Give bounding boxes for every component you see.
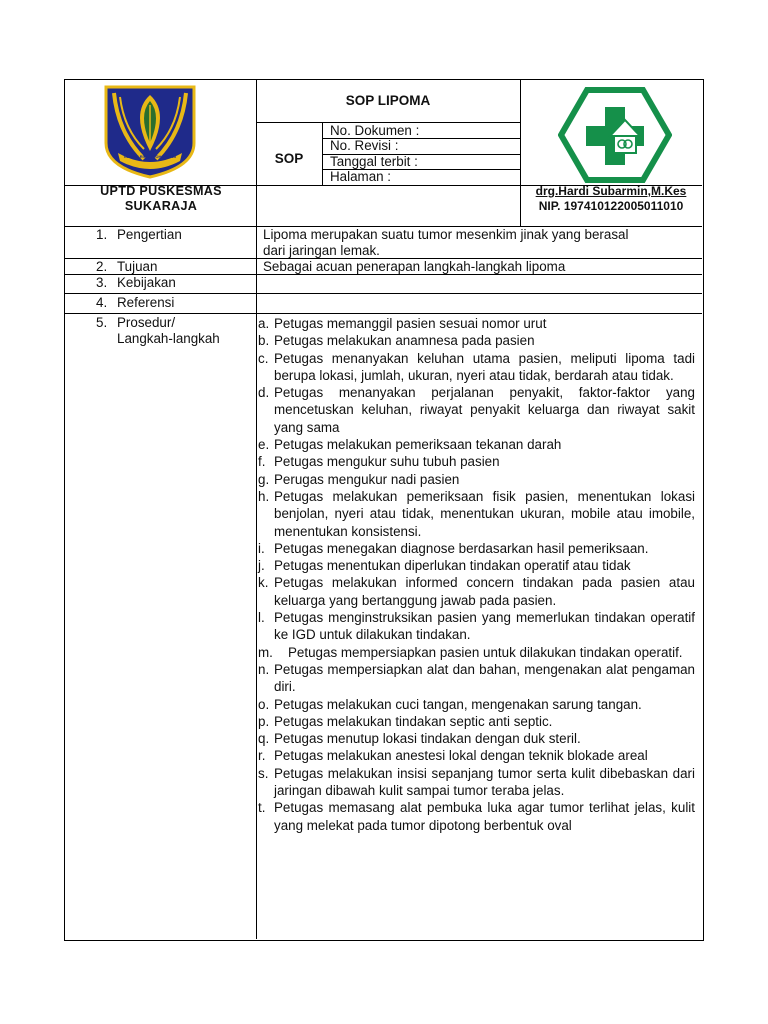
signatory-nip: NIP. 197410122005011010 [538, 199, 684, 213]
procedure-step: r. Petugas melakukan anestesi lokal dengan teknik blokade areal [258, 748, 648, 764]
procedure-step: p. Petugas melakukan tindakan septic anti septic. [258, 713, 553, 729]
divider [256, 226, 257, 939]
emblem-motto: GEMAH RIPAH LOH JINAWI [123, 154, 177, 159]
procedure-step: o. Petugas melakukan cuci tangan, mengenakan sarung tangan. [258, 696, 642, 712]
section-label-referensi: Referensi [117, 295, 175, 310]
section-number: 2. [96, 259, 108, 274]
purpose-text: Sebagai acuan penerapan langkah-langkah lipoma [263, 259, 566, 274]
section-label-pengertian: Pengertian [117, 227, 182, 242]
procedure-step: e. Petugas melakukan pemeriksaan tekanan darah [258, 437, 562, 453]
signatory-block [520, 184, 702, 214]
procedure-step: s. Petugas melakukan insisi sepanjang tumor serta kulit dibebaskan dari jaringan dibawah kulit sampai tumor teraba jelas. [258, 765, 695, 799]
section-number: 3. [96, 275, 108, 290]
procedure-step: q. Petugas menutup lokasi tindakan dengan duk steril. [258, 731, 581, 747]
procedure-step: c. Petugas menanyakan keluhan utama pasien, meliputi lipoma tadi berupa lokasi, jumlah, ukuran, nyeri atau tidak, berdarah atau tidak. [258, 350, 695, 383]
procedure-step: b. Petugas melakukan anamnesa pada pasien [258, 333, 535, 349]
procedure-step: f. Petugas mengukur suhu tubuh pasien [258, 454, 500, 470]
procedure-step: d. Petugas menanyakan perjalanan penyakit, faktor-faktor yang mencetuskan keluhan, riwayat penyakit keluarga dan riwayat sakit yang sama [258, 385, 695, 435]
procedure-step: g. Perugas mengukur nadi pasien [258, 471, 460, 487]
organization-name-line2: SUKARAJA [124, 199, 198, 213]
definition-text: Lipoma merupakan suatu tumor mesenkim jinak yang berasal [263, 227, 629, 242]
regional-emblem-icon [104, 85, 196, 179]
organization-name-line1: UPTD PUSKESMAS [100, 184, 222, 198]
procedure-step: h. Petugas melakukan pemeriksaan fisik pasien, menentukan lokasi benjolan, nyeri atau tidak, menentukan ukuran, mobile atau imobile, menentukan konsistensi. [258, 488, 695, 539]
issue-date-field: Tanggal terbit : [330, 154, 418, 169]
document-title: SOP LIPOMA [345, 93, 431, 108]
procedure-step: k. Petugas melakukan informed concern tindakan pada pasien atau keluarga yang bertanggung jawab pada pasien. [258, 575, 695, 608]
signatory-name: drg.Hardi Subarmin,M.Kes [535, 184, 687, 198]
organization-name [66, 184, 256, 214]
page-number-field: Halaman : [330, 169, 392, 184]
section-number: 5. [96, 315, 108, 330]
procedure-step: t. Petugas memasang alat pembuka luka agar tumor terlihat jelas, kulit yang melekat pada tumor dipotong berbentuk oval [258, 800, 695, 833]
document-number-field: No. Dokumen : [330, 123, 420, 138]
definition-text: dari jaringan lemak. [263, 243, 380, 258]
procedure-step: a. Petugas memanggil pasien sesuai nomor urut [258, 316, 547, 331]
procedure-step: i. Petugas menegakan diagnose berdasarkan hasil pemeriksaan. [258, 540, 649, 556]
procedure-step: n. Petugas mempersiapkan alat dan bahan, mengenakan alat pengaman diri. [258, 661, 695, 695]
procedure-step-list [258, 315, 695, 834]
section-label-kebijakan: Kebijakan [117, 275, 176, 290]
procedure-step: l. Petugas menginstruksikan pasien yang memerlukan tindakan operatif ke IGD untuk dilakukan tindakan. [258, 610, 695, 643]
revision-number-field: No. Revisi : [330, 138, 399, 153]
puskesmas-logo-icon [558, 87, 672, 183]
procedure-step: j. Petugas menentukan diperlukan tindakan operatif atau tidak [258, 558, 631, 574]
sop-label: SOP [274, 151, 304, 166]
section-number: 1. [96, 227, 108, 242]
section-label-prosedur: Prosedur/ [117, 315, 176, 330]
section-label-prosedur: Langkah-langkah [117, 331, 220, 346]
section-number: 4. [96, 295, 108, 310]
section-label-tujuan: Tujuan [117, 259, 158, 274]
procedure-step: m. Petugas mempersiapkan pasien untuk dilakukan tindakan operatif. [258, 644, 683, 660]
